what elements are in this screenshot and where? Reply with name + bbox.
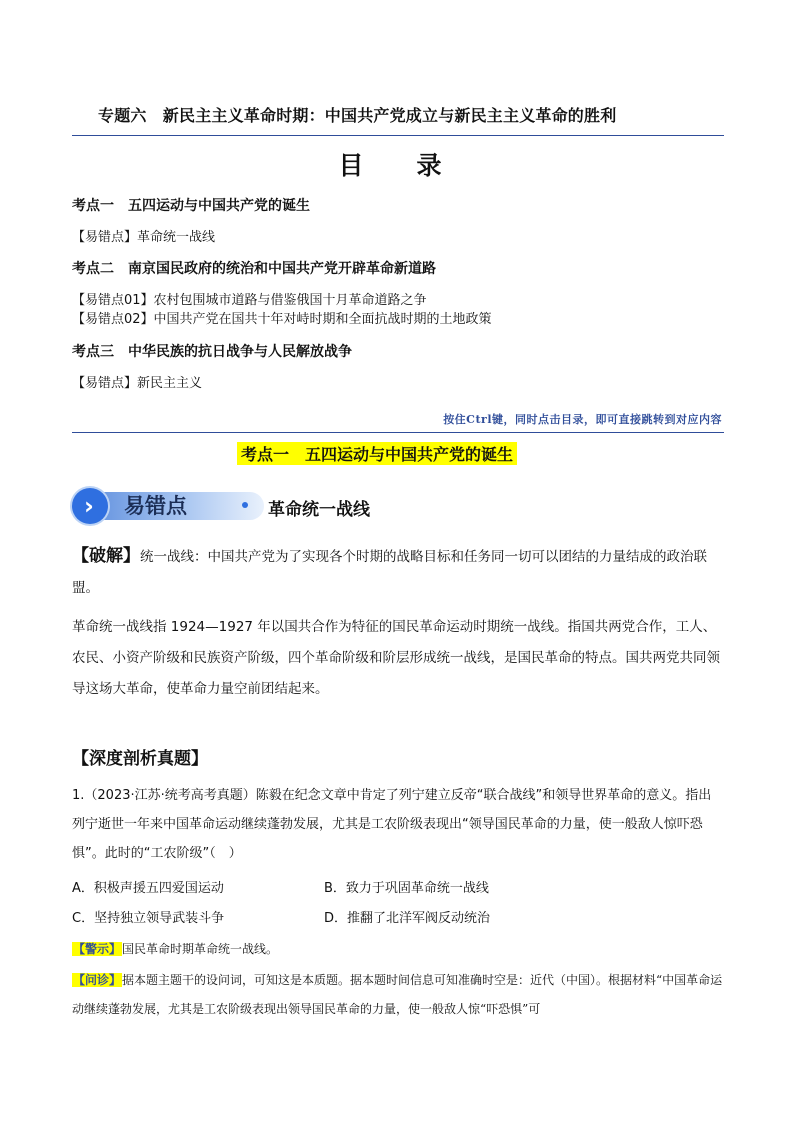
wenzhen-tag: 【问诊】	[73, 973, 122, 987]
pojie-text: 统一战线：中国共产党为了实现各个时期的战略目标和任务同一切可以团结的力量结成的政治联盟。	[72, 549, 707, 596]
wenzhen-paragraph	[72, 966, 724, 1024]
dot-icon	[242, 502, 248, 508]
chevron-right-icon: ›	[84, 492, 94, 520]
jingshi-tag: 【警示】	[73, 942, 122, 956]
question-stem: 1.（2023·江苏·统考高考真题）陈毅在纪念文章中肯定了列宁建立反帝“联合战线”和领导世界革命的意义。指出列宁逝世一年来中国革命运动继续蓬勃发展，尤其是工农阶级表现出“领导国民革命的力量，使一般敌人惊吓恐惧”。此时的“工农阶级”（ ）	[72, 788, 712, 861]
tongyi-zhanxian-paragraph: 革命统一战线指 1924—1927 年以国共合作为特征的国民革命运动时期统一战线。指国共两党合作，工人、农民、小资产阶级和民族资产阶级，四个革命阶级和阶层形成统一战线，是国民革命的特点。国共两党共同领导这场大革命，使革命力量空前团结起来。	[72, 619, 720, 697]
toc-link-yicuodian-3[interactable]: 【易错点】新民主主义	[72, 376, 203, 391]
document-title: 专题六 新民主主义革命时期：中国共产党成立与新民主主义革命的胜利	[98, 106, 617, 125]
toc-link-kaodian-2[interactable]: 考点二 南京国民政府的统治和中国共产党开辟革命新道路	[72, 261, 436, 277]
pojie-label: 【破解】	[72, 546, 140, 566]
toc-link-yicuodian-1[interactable]: 【易错点】革命统一战线	[72, 230, 216, 245]
option-b: B．致力于巩固革命统一战线	[324, 881, 489, 896]
toc-bottom-rule	[72, 432, 724, 433]
pojie-paragraph	[72, 541, 724, 604]
jingshi-text: 国民革命时期革命统一战线。	[122, 942, 279, 956]
jingshi-line	[72, 935, 724, 964]
badge-label: 革命统一战线	[268, 500, 370, 520]
wenzhen-text: 据本题主题干的设问词，可知这是本质题。据本题时间信息可知准确时空是：近代（中国）。根据材料“中国革命运动继续蓬勃发展，尤其是工农阶级表现出领导国民革命的力量，使一般敌人惊“吓恐惧”可	[72, 973, 723, 1016]
option-c: C．坚持独立领导武装斗争	[72, 911, 225, 926]
option-a: A．积极声援五四爱国运动	[72, 881, 224, 896]
section-title: 考点一 五四运动与中国共产党的诞生	[237, 442, 517, 465]
toc-heading: 目 录	[338, 151, 456, 180]
toc-link-yicuodian-02[interactable]: 【易错点02】中国共产党在国共十年对峙时期和全面抗战时期的土地政策	[72, 312, 492, 327]
badge-text: 易错点	[124, 494, 187, 518]
toc-link-kaodian-3[interactable]: 考点三 中华民族的抗日战争与人民解放战争	[72, 344, 352, 360]
toc-link-kaodian-1[interactable]: 考点一 五四运动与中国共产党的诞生	[72, 198, 310, 214]
yicuodian-badge	[72, 488, 262, 524]
deep-analysis-heading: 【深度剖析真题】	[72, 749, 208, 769]
toc-link-yicuodian-01[interactable]: 【易错点01】农村包围城市道路与借鉴俄国十月革命道路之争	[72, 293, 427, 308]
option-d: D．推翻了北洋军阀反动统治	[324, 911, 491, 926]
ctrl-click-hint: 按住Ctrl键，同时点击目录，即可直接跳转到对应内容	[443, 413, 722, 426]
title-rule	[72, 135, 724, 136]
